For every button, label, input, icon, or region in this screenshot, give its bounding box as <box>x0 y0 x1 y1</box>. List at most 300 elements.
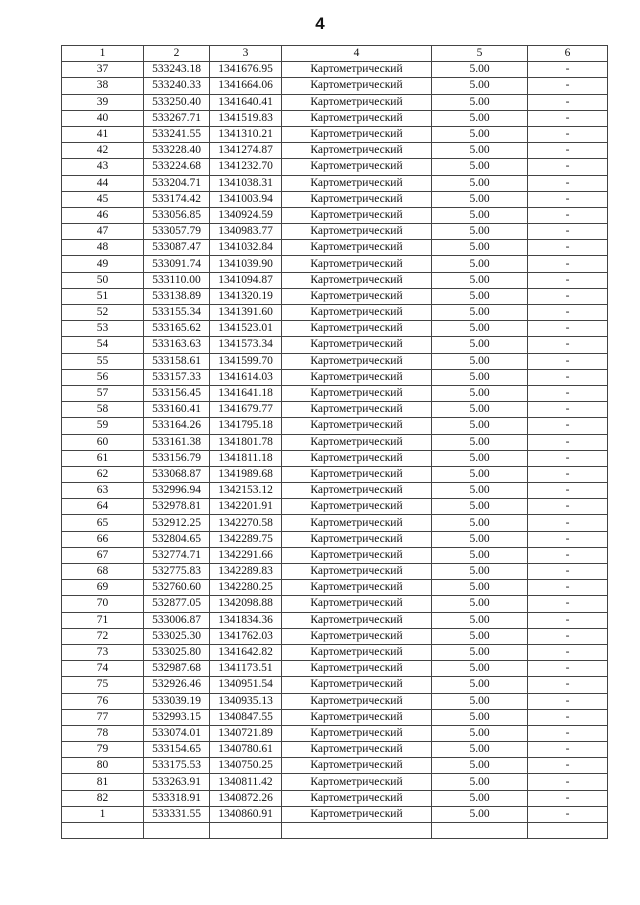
note-cell: - <box>528 256 608 272</box>
x-coordinate-cell: 532993.15 <box>144 709 210 725</box>
point-number-cell: 80 <box>62 758 144 774</box>
note-cell: - <box>528 272 608 288</box>
note-cell: - <box>528 661 608 677</box>
point-number-cell: 77 <box>62 709 144 725</box>
y-coordinate-cell: 1340780.61 <box>210 742 282 758</box>
y-coordinate-cell: 1341664.06 <box>210 78 282 94</box>
method-cell: Картометрический <box>282 337 432 353</box>
note-cell: - <box>528 709 608 725</box>
y-coordinate-cell: 1341523.01 <box>210 321 282 337</box>
column-header: 2 <box>144 46 210 62</box>
x-coordinate-cell: 533163.63 <box>144 337 210 353</box>
table-row <box>62 288 608 304</box>
x-coordinate-cell: 533161.38 <box>144 434 210 450</box>
method-cell: Картометрический <box>282 758 432 774</box>
accuracy-cell: 5.00 <box>432 402 528 418</box>
table-row <box>62 62 608 78</box>
method-cell: Картометрический <box>282 288 432 304</box>
note-cell: - <box>528 774 608 790</box>
accuracy-cell: 5.00 <box>432 353 528 369</box>
y-coordinate-cell: 1341801.78 <box>210 434 282 450</box>
x-coordinate-cell: 533025.80 <box>144 644 210 660</box>
table-row <box>62 742 608 758</box>
x-coordinate-cell: 533056.85 <box>144 207 210 223</box>
note-cell: - <box>528 434 608 450</box>
method-cell: Картометрический <box>282 434 432 450</box>
note-cell: - <box>528 288 608 304</box>
x-coordinate-cell: 533074.01 <box>144 725 210 741</box>
method-cell: Картометрический <box>282 709 432 725</box>
accuracy-cell: 5.00 <box>432 596 528 612</box>
note-cell: - <box>528 580 608 596</box>
accuracy-cell: 5.00 <box>432 547 528 563</box>
method-cell: Картометрический <box>282 321 432 337</box>
method-cell: Картометрический <box>282 547 432 563</box>
table-row <box>62 224 608 240</box>
y-coordinate-cell: 1342280.25 <box>210 580 282 596</box>
point-number-cell: 59 <box>62 418 144 434</box>
table-row <box>62 337 608 353</box>
point-number-cell: 50 <box>62 272 144 288</box>
note-cell: - <box>528 126 608 142</box>
accuracy-cell: 5.00 <box>432 806 528 822</box>
point-number-cell: 73 <box>62 644 144 660</box>
method-cell: Картометрический <box>282 806 432 822</box>
x-coordinate-cell: 533155.34 <box>144 305 210 321</box>
table-row <box>62 806 608 822</box>
accuracy-cell: 5.00 <box>432 564 528 580</box>
y-coordinate-cell: 1341676.95 <box>210 62 282 78</box>
method-cell: Картометрический <box>282 499 432 515</box>
note-cell: - <box>528 110 608 126</box>
accuracy-cell: 5.00 <box>432 288 528 304</box>
table-row <box>62 709 608 725</box>
page-number: 4 <box>315 14 325 33</box>
method-cell: Картометрический <box>282 644 432 660</box>
point-number-cell: 79 <box>62 742 144 758</box>
x-coordinate-cell: 533165.62 <box>144 321 210 337</box>
method-cell: Картометрический <box>282 272 432 288</box>
table-row <box>62 466 608 482</box>
note-cell: - <box>528 466 608 482</box>
y-coordinate-cell: 1341811.18 <box>210 450 282 466</box>
table-row <box>62 628 608 644</box>
point-number-cell: 69 <box>62 580 144 596</box>
method-cell: Картометрический <box>282 450 432 466</box>
x-coordinate-cell: 533241.55 <box>144 126 210 142</box>
table-row <box>62 402 608 418</box>
empty-cell <box>62 823 144 839</box>
x-coordinate-cell: 533318.91 <box>144 790 210 806</box>
y-coordinate-cell: 1341679.77 <box>210 402 282 418</box>
accuracy-cell: 5.00 <box>432 126 528 142</box>
table-row <box>62 612 608 628</box>
table-row <box>62 774 608 790</box>
table-row <box>62 78 608 94</box>
accuracy-cell: 5.00 <box>432 434 528 450</box>
point-number-cell: 61 <box>62 450 144 466</box>
method-cell: Картометрический <box>282 564 432 580</box>
method-cell: Картометрический <box>282 531 432 547</box>
point-number-cell: 38 <box>62 78 144 94</box>
accuracy-cell: 5.00 <box>432 143 528 159</box>
accuracy-cell: 5.00 <box>432 272 528 288</box>
table-row <box>62 661 608 677</box>
y-coordinate-cell: 1341519.83 <box>210 110 282 126</box>
accuracy-cell: 5.00 <box>432 515 528 531</box>
table-row <box>62 725 608 741</box>
y-coordinate-cell: 1341003.94 <box>210 191 282 207</box>
method-cell: Картометрический <box>282 774 432 790</box>
point-number-cell: 70 <box>62 596 144 612</box>
table-row <box>62 207 608 223</box>
y-coordinate-cell: 1340721.89 <box>210 725 282 741</box>
point-number-cell: 47 <box>62 224 144 240</box>
point-number-cell: 54 <box>62 337 144 353</box>
table-row <box>62 159 608 175</box>
column-header: 6 <box>528 46 608 62</box>
x-coordinate-cell: 533164.26 <box>144 418 210 434</box>
accuracy-cell: 5.00 <box>432 466 528 482</box>
note-cell: - <box>528 207 608 223</box>
y-coordinate-cell: 1341173.51 <box>210 661 282 677</box>
accuracy-cell: 5.00 <box>432 110 528 126</box>
point-number-cell: 37 <box>62 62 144 78</box>
note-cell: - <box>528 483 608 499</box>
y-coordinate-cell: 1341391.60 <box>210 305 282 321</box>
accuracy-cell: 5.00 <box>432 661 528 677</box>
table-row <box>62 110 608 126</box>
x-coordinate-cell: 533156.79 <box>144 450 210 466</box>
table-row <box>62 644 608 660</box>
x-coordinate-cell: 532978.81 <box>144 499 210 515</box>
method-cell: Картометрический <box>282 126 432 142</box>
method-cell: Картометрический <box>282 677 432 693</box>
column-header: 3 <box>210 46 282 62</box>
accuracy-cell: 5.00 <box>432 207 528 223</box>
column-header: 4 <box>282 46 432 62</box>
point-number-cell: 78 <box>62 725 144 741</box>
x-coordinate-cell: 533204.71 <box>144 175 210 191</box>
x-coordinate-cell: 533087.47 <box>144 240 210 256</box>
note-cell: - <box>528 94 608 110</box>
table-row <box>62 385 608 401</box>
note-cell: - <box>528 143 608 159</box>
note-cell: - <box>528 725 608 741</box>
x-coordinate-cell: 533068.87 <box>144 466 210 482</box>
method-cell: Картометрический <box>282 78 432 94</box>
accuracy-cell: 5.00 <box>432 742 528 758</box>
table-row <box>62 305 608 321</box>
x-coordinate-cell: 532926.46 <box>144 677 210 693</box>
y-coordinate-cell: 1341274.87 <box>210 143 282 159</box>
y-coordinate-cell: 1342098.88 <box>210 596 282 612</box>
table-row <box>62 240 608 256</box>
accuracy-cell: 5.00 <box>432 256 528 272</box>
table-row <box>62 256 608 272</box>
accuracy-cell: 5.00 <box>432 224 528 240</box>
point-number-cell: 56 <box>62 369 144 385</box>
x-coordinate-cell: 533138.89 <box>144 288 210 304</box>
point-number-cell: 71 <box>62 612 144 628</box>
point-number-cell: 1 <box>62 806 144 822</box>
note-cell: - <box>528 596 608 612</box>
x-coordinate-cell: 532760.60 <box>144 580 210 596</box>
y-coordinate-cell: 1340847.55 <box>210 709 282 725</box>
point-number-cell: 41 <box>62 126 144 142</box>
point-number-cell: 53 <box>62 321 144 337</box>
table-row <box>62 483 608 499</box>
note-cell: - <box>528 240 608 256</box>
table-row <box>62 531 608 547</box>
x-coordinate-cell: 533039.19 <box>144 693 210 709</box>
point-number-cell: 45 <box>62 191 144 207</box>
note-cell: - <box>528 790 608 806</box>
accuracy-cell: 5.00 <box>432 305 528 321</box>
y-coordinate-cell: 1342153.12 <box>210 483 282 499</box>
point-number-cell: 64 <box>62 499 144 515</box>
x-coordinate-cell: 533175.53 <box>144 758 210 774</box>
y-coordinate-cell: 1341795.18 <box>210 418 282 434</box>
method-cell: Картометрический <box>282 693 432 709</box>
x-coordinate-cell: 533331.55 <box>144 806 210 822</box>
note-cell: - <box>528 515 608 531</box>
note-cell: - <box>528 564 608 580</box>
method-cell: Картометрический <box>282 725 432 741</box>
point-number-cell: 51 <box>62 288 144 304</box>
y-coordinate-cell: 1341310.21 <box>210 126 282 142</box>
x-coordinate-cell: 532804.65 <box>144 531 210 547</box>
point-number-cell: 60 <box>62 434 144 450</box>
accuracy-cell: 5.00 <box>432 159 528 175</box>
x-coordinate-cell: 533243.18 <box>144 62 210 78</box>
empty-cell <box>528 823 608 839</box>
method-cell: Картометрический <box>282 790 432 806</box>
accuracy-cell: 5.00 <box>432 499 528 515</box>
note-cell: - <box>528 224 608 240</box>
accuracy-cell: 5.00 <box>432 758 528 774</box>
accuracy-cell: 5.00 <box>432 418 528 434</box>
accuracy-cell: 5.00 <box>432 94 528 110</box>
empty-cell <box>432 823 528 839</box>
note-cell: - <box>528 644 608 660</box>
note-cell: - <box>528 499 608 515</box>
note-cell: - <box>528 806 608 822</box>
note-cell: - <box>528 693 608 709</box>
point-number-cell: 40 <box>62 110 144 126</box>
point-number-cell: 65 <box>62 515 144 531</box>
method-cell: Картометрический <box>282 224 432 240</box>
y-coordinate-cell: 1340750.25 <box>210 758 282 774</box>
table-header-row <box>62 46 608 62</box>
note-cell: - <box>528 175 608 191</box>
y-coordinate-cell: 1340924.59 <box>210 207 282 223</box>
method-cell: Картометрический <box>282 515 432 531</box>
note-cell: - <box>528 742 608 758</box>
note-cell: - <box>528 531 608 547</box>
method-cell: Картометрический <box>282 418 432 434</box>
table-row <box>62 175 608 191</box>
y-coordinate-cell: 1340983.77 <box>210 224 282 240</box>
x-coordinate-cell: 533025.30 <box>144 628 210 644</box>
y-coordinate-cell: 1340860.91 <box>210 806 282 822</box>
accuracy-cell: 5.00 <box>432 385 528 401</box>
note-cell: - <box>528 191 608 207</box>
table-row <box>62 693 608 709</box>
x-coordinate-cell: 533154.65 <box>144 742 210 758</box>
point-number-cell: 76 <box>62 693 144 709</box>
y-coordinate-cell: 1341039.90 <box>210 256 282 272</box>
accuracy-cell: 5.00 <box>432 725 528 741</box>
y-coordinate-cell: 1341834.36 <box>210 612 282 628</box>
x-coordinate-cell: 533160.41 <box>144 402 210 418</box>
x-coordinate-cell: 533263.91 <box>144 774 210 790</box>
table-row <box>62 143 608 159</box>
note-cell: - <box>528 628 608 644</box>
point-number-cell: 74 <box>62 661 144 677</box>
table-row <box>62 450 608 466</box>
y-coordinate-cell: 1341032.84 <box>210 240 282 256</box>
x-coordinate-cell: 533267.71 <box>144 110 210 126</box>
point-number-cell: 72 <box>62 628 144 644</box>
note-cell: - <box>528 159 608 175</box>
accuracy-cell: 5.00 <box>432 790 528 806</box>
method-cell: Картометрический <box>282 143 432 159</box>
method-cell: Картометрический <box>282 612 432 628</box>
accuracy-cell: 5.00 <box>432 337 528 353</box>
y-coordinate-cell: 1341641.18 <box>210 385 282 401</box>
x-coordinate-cell: 533156.45 <box>144 385 210 401</box>
note-cell: - <box>528 337 608 353</box>
point-number-cell: 75 <box>62 677 144 693</box>
method-cell: Картометрический <box>282 175 432 191</box>
note-cell: - <box>528 450 608 466</box>
accuracy-cell: 5.00 <box>432 612 528 628</box>
x-coordinate-cell: 532912.25 <box>144 515 210 531</box>
method-cell: Картометрический <box>282 580 432 596</box>
table-row <box>62 580 608 596</box>
point-number-cell: 66 <box>62 531 144 547</box>
method-cell: Картометрический <box>282 94 432 110</box>
accuracy-cell: 5.00 <box>432 531 528 547</box>
accuracy-cell: 5.00 <box>432 709 528 725</box>
table-row <box>62 758 608 774</box>
method-cell: Картометрический <box>282 661 432 677</box>
accuracy-cell: 5.00 <box>432 369 528 385</box>
accuracy-cell: 5.00 <box>432 191 528 207</box>
table-row <box>62 515 608 531</box>
point-number-cell: 57 <box>62 385 144 401</box>
accuracy-cell: 5.00 <box>432 644 528 660</box>
x-coordinate-cell: 533006.87 <box>144 612 210 628</box>
y-coordinate-cell: 1340935.13 <box>210 693 282 709</box>
method-cell: Картометрический <box>282 110 432 126</box>
accuracy-cell: 5.00 <box>432 62 528 78</box>
method-cell: Картометрический <box>282 483 432 499</box>
note-cell: - <box>528 418 608 434</box>
method-cell: Картометрический <box>282 385 432 401</box>
note-cell: - <box>528 305 608 321</box>
x-coordinate-cell: 533158.61 <box>144 353 210 369</box>
note-cell: - <box>528 402 608 418</box>
method-cell: Картометрический <box>282 191 432 207</box>
point-number-cell: 82 <box>62 790 144 806</box>
y-coordinate-cell: 1340951.54 <box>210 677 282 693</box>
y-coordinate-cell: 1340872.26 <box>210 790 282 806</box>
note-cell: - <box>528 369 608 385</box>
point-number-cell: 44 <box>62 175 144 191</box>
x-coordinate-cell: 533110.00 <box>144 272 210 288</box>
y-coordinate-cell: 1340811.42 <box>210 774 282 790</box>
table-row <box>62 191 608 207</box>
y-coordinate-cell: 1341094.87 <box>210 272 282 288</box>
x-coordinate-cell: 533174.42 <box>144 191 210 207</box>
note-cell: - <box>528 353 608 369</box>
y-coordinate-cell: 1341599.70 <box>210 353 282 369</box>
note-cell: - <box>528 612 608 628</box>
point-number-cell: 81 <box>62 774 144 790</box>
y-coordinate-cell: 1341762.03 <box>210 628 282 644</box>
table-row <box>62 564 608 580</box>
x-coordinate-cell: 533224.68 <box>144 159 210 175</box>
table-row <box>62 547 608 563</box>
point-number-cell: 52 <box>62 305 144 321</box>
accuracy-cell: 5.00 <box>432 78 528 94</box>
empty-cell <box>144 823 210 839</box>
method-cell: Картометрический <box>282 466 432 482</box>
note-cell: - <box>528 62 608 78</box>
table-row <box>62 94 608 110</box>
accuracy-cell: 5.00 <box>432 450 528 466</box>
table-row <box>62 434 608 450</box>
point-number-cell: 46 <box>62 207 144 223</box>
accuracy-cell: 5.00 <box>432 483 528 499</box>
method-cell: Картометрический <box>282 240 432 256</box>
method-cell: Картометрический <box>282 353 432 369</box>
note-cell: - <box>528 758 608 774</box>
y-coordinate-cell: 1342289.83 <box>210 564 282 580</box>
y-coordinate-cell: 1341573.34 <box>210 337 282 353</box>
y-coordinate-cell: 1341320.19 <box>210 288 282 304</box>
note-cell: - <box>528 321 608 337</box>
accuracy-cell: 5.00 <box>432 628 528 644</box>
table-row <box>62 321 608 337</box>
x-coordinate-cell: 533091.74 <box>144 256 210 272</box>
point-number-cell: 63 <box>62 483 144 499</box>
method-cell: Картометрический <box>282 596 432 612</box>
note-cell: - <box>528 385 608 401</box>
x-coordinate-cell: 532996.94 <box>144 483 210 499</box>
table-row <box>62 418 608 434</box>
table-row <box>62 596 608 612</box>
point-number-cell: 42 <box>62 143 144 159</box>
point-number-cell: 62 <box>62 466 144 482</box>
empty-cell <box>210 823 282 839</box>
column-header: 5 <box>432 46 528 62</box>
method-cell: Картометрический <box>282 305 432 321</box>
accuracy-cell: 5.00 <box>432 321 528 337</box>
point-number-cell: 49 <box>62 256 144 272</box>
empty-cell <box>282 823 432 839</box>
coordinates-table <box>61 45 608 839</box>
accuracy-cell: 5.00 <box>432 580 528 596</box>
accuracy-cell: 5.00 <box>432 175 528 191</box>
y-coordinate-cell: 1341640.41 <box>210 94 282 110</box>
x-coordinate-cell: 533057.79 <box>144 224 210 240</box>
method-cell: Картометрический <box>282 159 432 175</box>
method-cell: Картометрический <box>282 628 432 644</box>
accuracy-cell: 5.00 <box>432 774 528 790</box>
